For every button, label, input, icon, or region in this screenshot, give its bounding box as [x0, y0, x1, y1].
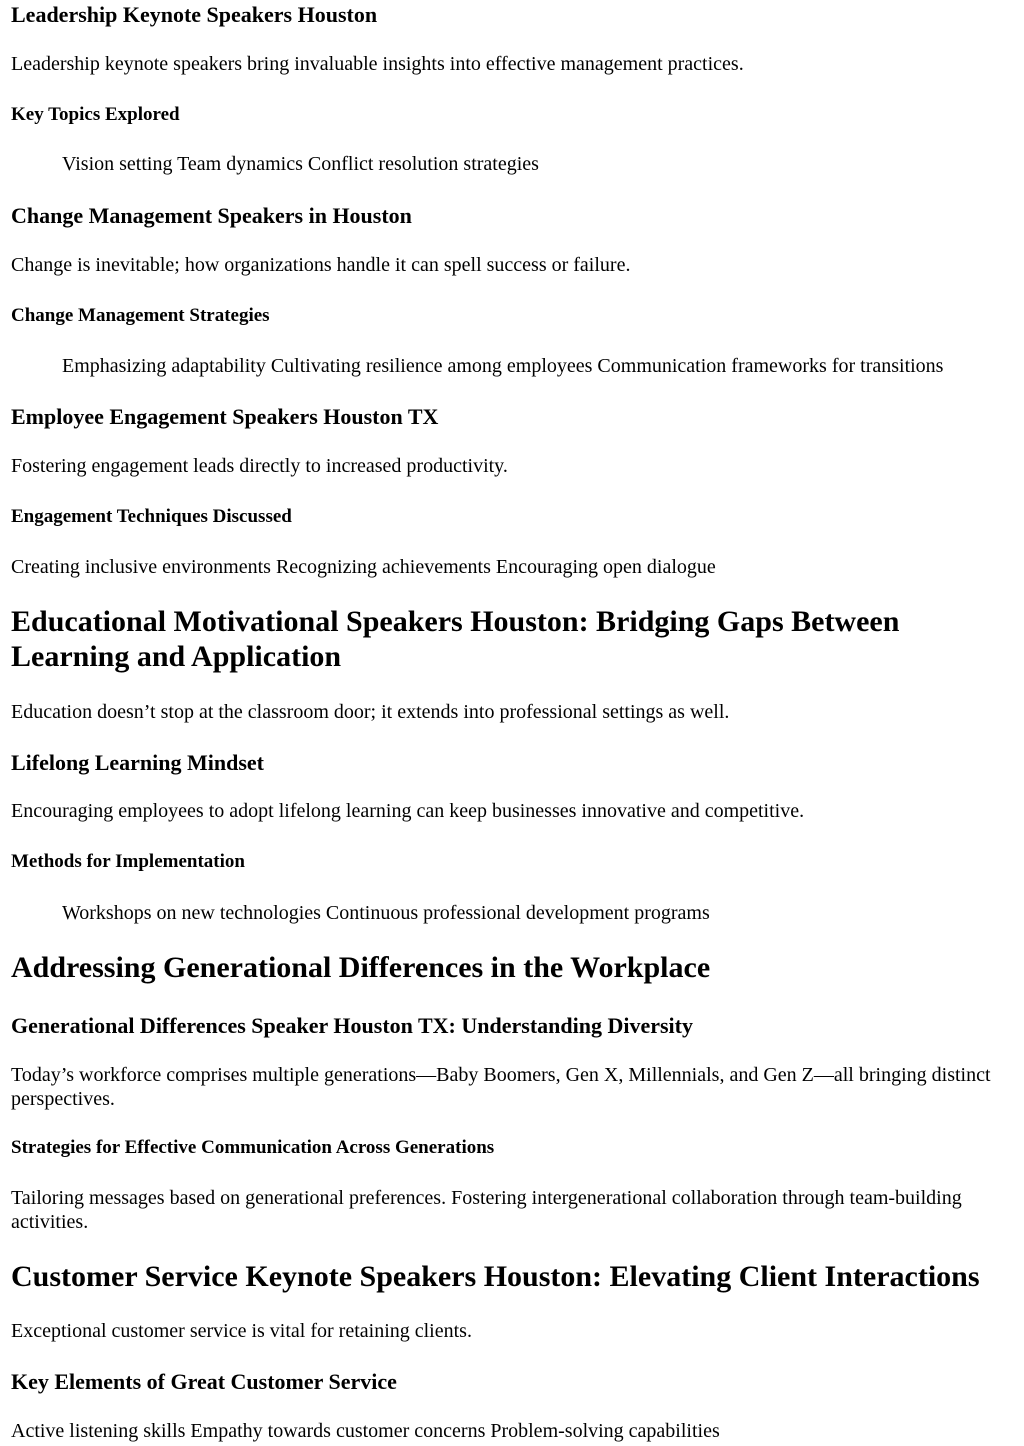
customer-heading: Customer Service Keynote Speakers Houston: Elevating Client Interactions: [11, 1260, 980, 1293]
engagement-techniques-list: Creating inclusive environments Recognizing achievements Encouraging open dialogue: [11, 556, 716, 578]
communication-strategies-text: Tailoring messages based on generational preferences. Fostering intergenerational collaboration through team-building activities.: [11, 1187, 962, 1233]
change-strategies-list: Emphasizing adaptability Cultivating resilience among employees Communication frameworks for transitions: [62, 355, 944, 377]
leadership-subheading: Key Topics Explored: [11, 104, 180, 125]
leadership-intro: Leadership keynote speakers bring invaluable insights into effective management practices.: [11, 53, 744, 75]
change-heading: Change Management Speakers in Houston: [11, 203, 412, 228]
lifelong-intro: Encouraging employees to adopt lifelong learning can keep businesses innovative and competitive.: [11, 800, 805, 822]
customer-elements-list: Active listening skills Empathy towards customer concerns Problem-solving capabilities: [11, 1420, 720, 1442]
educational-intro: Education doesn’t stop at the classroom door; it extends into professional settings as well.: [11, 701, 730, 723]
generational-subheading: Generational Differences Speaker Houston TX: Understanding Diversity: [11, 1013, 693, 1038]
change-subheading: Change Management Strategies: [11, 305, 270, 326]
educational-heading: Educational Motivational Speakers Houston: Bridging Gaps Between Learning and Application: [11, 605, 900, 673]
lifelong-subheading: Methods for Implementation: [11, 851, 245, 872]
leadership-heading: Leadership Keynote Speakers Houston: [11, 2, 378, 27]
lifelong-heading: Lifelong Learning Mindset: [11, 750, 265, 775]
customer-intro: Exceptional customer service is vital for retaining clients.: [11, 1320, 472, 1342]
communication-strategies-heading: Strategies for Effective Communication Across Generations: [11, 1137, 495, 1158]
engagement-subheading: Engagement Techniques Discussed: [11, 506, 292, 527]
customer-subheading: Key Elements of Great Customer Service: [11, 1369, 397, 1394]
leadership-topics-list: Vision setting Team dynamics Conflict resolution strategies: [62, 153, 539, 175]
engagement-intro: Fostering engagement leads directly to increased productivity.: [11, 455, 508, 477]
generational-intro: Today’s workforce comprises multiple generations—Baby Boomers, Gen X, Millennials, and Gen Z—all bringing distinct perspectives.: [11, 1064, 991, 1110]
change-intro: Change is inevitable; how organizations handle it can spell success or failure.: [11, 254, 631, 276]
engagement-heading: Employee Engagement Speakers Houston TX: [11, 404, 439, 429]
implementation-methods-list: Workshops on new technologies Continuous professional development programs: [62, 902, 710, 924]
generational-heading: Addressing Generational Differences in the Workplace: [11, 951, 711, 984]
